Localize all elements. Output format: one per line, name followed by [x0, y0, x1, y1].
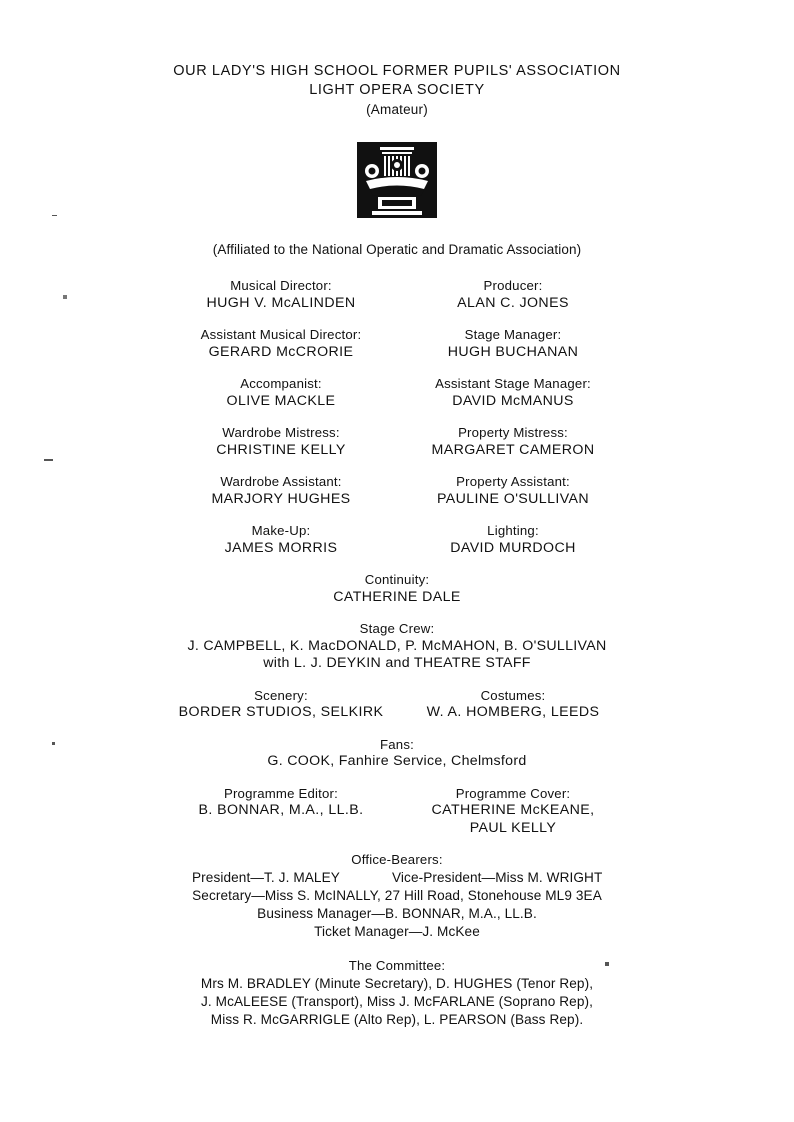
credit-row	[97, 326, 697, 361]
credit-row	[97, 424, 697, 459]
credit-person: DAVID MURDOCH	[450, 539, 576, 556]
credit-assistant-musical-director	[165, 326, 397, 361]
credit-person: CATHERINE DALE	[333, 588, 461, 605]
credit-row	[97, 687, 697, 722]
credit-row	[97, 375, 697, 410]
credit-person-continued: with L. J. DEYKIN and THEATRE STAFF	[263, 655, 531, 671]
scan-artifact-mark	[44, 459, 53, 461]
committee-members-line: Mrs M. BRADLEY (Minute Secretary), D. HUGHES (Tenor Rep),	[200, 976, 594, 991]
credit-role: Assistant Musical Director:	[200, 327, 362, 342]
credits-list	[97, 277, 697, 557]
credit-person: OLIVE MACKLE	[226, 392, 336, 409]
credit-person: JAMES MORRIS	[224, 539, 338, 556]
committee-members-line: Miss R. McGARRIGLE (Alto Rep), L. PEARSON (Bass Rep).	[210, 1012, 584, 1027]
affiliation-note: (Affiliated to the National Operatic and Dramatic Association)	[212, 242, 582, 257]
office-bearers-row	[97, 869, 697, 887]
credit-person: MARJORY HUGHES	[211, 490, 351, 507]
credit-person: CATHERINE McKEANE,	[431, 802, 595, 818]
credit-role: Wardrobe Assistant:	[220, 474, 342, 489]
office-bearers-title: Office-Bearers:	[351, 852, 443, 867]
committee-section	[97, 957, 697, 1029]
organisation-name-line2: LIGHT OPERA SOCIETY	[309, 82, 485, 98]
committee-title: The Committee:	[348, 958, 446, 973]
scan-artifact-mark	[63, 295, 67, 299]
office-bearer-president: President—T. J. MALEY	[192, 870, 340, 885]
credit-wardrobe-mistress	[165, 424, 397, 459]
credit-role: Property Assistant:	[456, 474, 570, 489]
credit-role: Wardrobe Mistress:	[222, 425, 340, 440]
credit-lighting	[397, 522, 629, 557]
office-bearer-business-manager: Business Manager—B. BONNAR, M.A., LL.B.	[257, 906, 537, 921]
organisation-name-line1: OUR LADY'S HIGH SCHOOL FORMER PUPILS' ASSOCIATION	[173, 63, 621, 79]
credit-role: Lighting:	[487, 523, 539, 538]
credit-programme-editor	[165, 785, 397, 838]
committee-members-line: J. McALEESE (Transport), Miss J. McFARLANE (Soprano Rep),	[201, 994, 593, 1009]
credit-role: Stage Crew:	[359, 621, 435, 636]
credit-person: DAVID McMANUS	[452, 392, 574, 409]
credit-person: HUGH BUCHANAN	[447, 343, 579, 360]
organisation-title	[97, 62, 697, 100]
credit-role: Programme Editor:	[223, 785, 339, 801]
credit-row	[97, 473, 697, 508]
credit-programme-cover	[397, 785, 629, 838]
organisation-subtitle: (Amateur)	[366, 102, 428, 117]
credit-row	[97, 785, 697, 838]
credit-role: Make-Up:	[251, 523, 311, 538]
credit-role: Costumes:	[480, 687, 546, 703]
society-crest-icon	[356, 141, 438, 219]
credit-person: ALAN C. JONES	[457, 294, 569, 311]
credit-property-mistress	[397, 424, 629, 459]
credit-stage-crew	[97, 620, 697, 673]
scan-artifact-mark	[52, 742, 55, 745]
credit-person: G. COOK, Fanhire Service, Chelmsford	[267, 753, 527, 769]
credit-role: Scenery:	[254, 687, 308, 703]
credit-person: HUGH V. McALINDEN	[206, 294, 356, 311]
credit-role: Producer:	[483, 278, 543, 293]
credit-row	[97, 522, 697, 557]
office-bearers-section	[97, 851, 697, 941]
credit-role: Musical Director:	[230, 278, 332, 293]
credit-musical-director	[165, 277, 397, 312]
credit-role: Stage Manager:	[464, 327, 562, 342]
credit-accompanist	[165, 375, 397, 410]
credit-role: Accompanist:	[240, 376, 322, 391]
credit-person: CHRISTINE KELLY	[216, 441, 346, 458]
document-content	[97, 62, 697, 1029]
credit-assistant-stage-manager	[397, 375, 629, 410]
credit-person: W. A. HOMBERG, LEEDS	[426, 704, 600, 720]
credit-person: PAULINE O'SULLIVAN	[436, 490, 590, 507]
credit-stage-manager	[397, 326, 629, 361]
crest-container	[97, 141, 697, 224]
office-bearer-ticket-manager: Ticket Manager—J. McKee	[314, 924, 480, 939]
credit-costumes	[397, 687, 629, 722]
credit-person: B. BONNAR, M.A., LL.B.	[198, 802, 364, 818]
credit-role: Fans:	[380, 736, 414, 752]
credit-person: BORDER STUDIOS, SELKIRK	[178, 704, 384, 720]
scan-artifact-mark	[52, 215, 57, 216]
credit-fans	[97, 736, 697, 771]
office-bearer-vice-president: Vice-President—Miss M. WRIGHT	[392, 870, 603, 885]
credit-property-assistant	[397, 473, 629, 508]
credit-make-up	[165, 522, 397, 557]
credit-person: J. CAMPBELL, K. MacDONALD, P. McMAHON, B. O'SULLIVAN	[187, 637, 607, 654]
office-bearer-secretary: Secretary—Miss S. McINALLY, 27 Hill Road, Stonehouse ML9 3EA	[192, 888, 602, 903]
credit-wardrobe-assistant	[165, 473, 397, 508]
credit-role: Property Mistress:	[458, 425, 568, 440]
credit-row	[97, 277, 697, 312]
credit-scenery	[165, 687, 397, 722]
credit-role: Programme Cover:	[455, 785, 571, 801]
credit-person-second: PAUL KELLY	[469, 819, 557, 836]
credit-producer	[397, 277, 629, 312]
credit-person: GERARD McCRORIE	[208, 343, 354, 360]
credit-role: Assistant Stage Manager:	[435, 376, 591, 391]
credit-person: MARGARET CAMERON	[431, 441, 595, 458]
credit-role: Continuity:	[364, 572, 430, 587]
credit-continuity	[97, 571, 697, 606]
